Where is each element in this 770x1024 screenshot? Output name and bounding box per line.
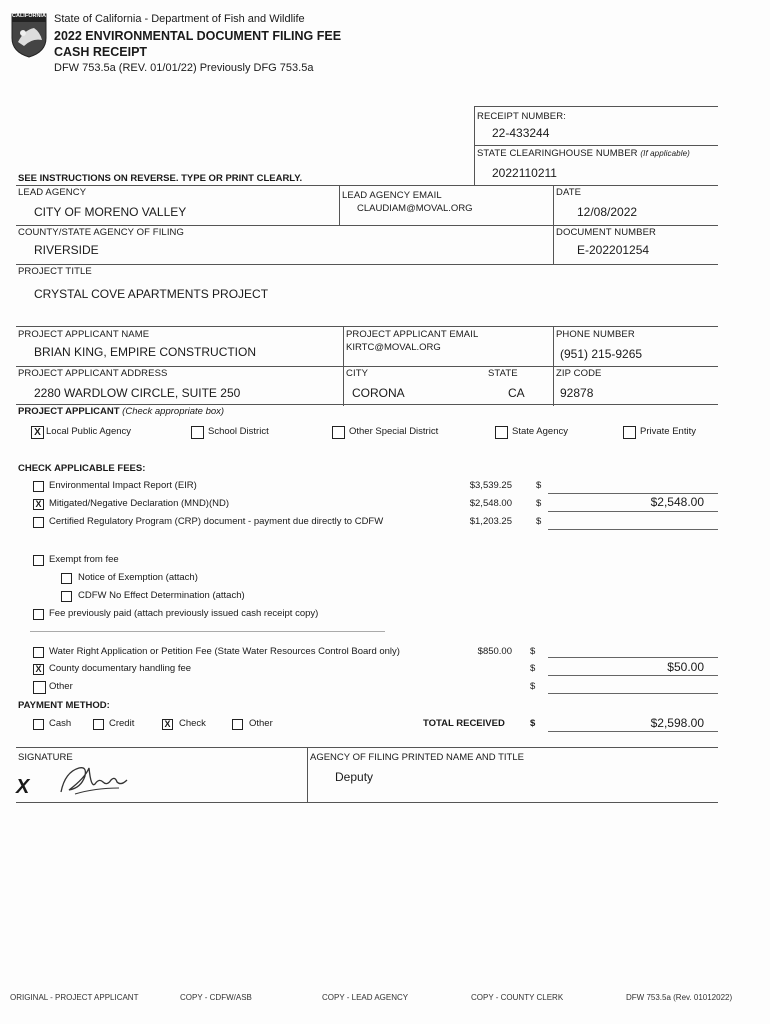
check-label: Check: [179, 718, 206, 729]
footer-original: ORIGINAL - PROJECT APPLICANT: [10, 993, 139, 1002]
county-value: RIVERSIDE: [34, 243, 99, 257]
water-right-label: Water Right Application or Petition Fee (State Water Resources Control Board only): [49, 646, 400, 657]
phone-value: (951) 215-9265: [560, 347, 643, 361]
other-fee-label: Other: [49, 681, 73, 692]
crp-dollar: $: [536, 516, 542, 527]
footer-copy-lead-agency: COPY - LEAD AGENCY: [322, 993, 409, 1002]
agency-line: State of California - Department of Fish and Wildlife: [54, 13, 305, 25]
lead-agency-email: CLAUDIAM@MOVAL.ORG: [357, 203, 473, 214]
state-agency-label: State Agency: [512, 426, 568, 437]
applicant-type-label: [18, 406, 224, 417]
clearinghouse-label-text: STATE CLEARINGHOUSE NUMBER: [477, 148, 638, 159]
checkbox-water-right[interactable]: [33, 647, 44, 658]
address-value: 2280 WARDLOW CIRCLE, SUITE 250: [34, 386, 241, 400]
payment-heading: PAYMENT METHOD:: [18, 700, 110, 711]
agency-printed-name-label: AGENCY OF FILING PRINTED NAME AND TITLE: [310, 752, 524, 763]
agency-printed-name: Deputy: [335, 770, 374, 784]
eir-dollar: $: [536, 480, 542, 491]
applicant-type-text: PROJECT APPLICANT: [18, 406, 120, 417]
fees-heading: CHECK APPLICABLE FEES:: [18, 463, 146, 474]
private-entity-label: Private Entity: [640, 426, 696, 437]
crp-amount: $1,203.25: [469, 516, 512, 527]
state-label: STATE: [488, 368, 518, 379]
mnd-dollar: $: [536, 498, 542, 509]
lead-agency-value: CITY OF MORENO VALLEY: [34, 205, 187, 219]
checkbox-crp[interactable]: [33, 517, 44, 528]
zip-value: 92878: [560, 386, 594, 400]
address-label: PROJECT APPLICANT ADDRESS: [18, 368, 168, 379]
applicant-name-label: PROJECT APPLICANT NAME: [18, 329, 150, 340]
checkbox-private-entity[interactable]: [623, 426, 636, 439]
phone-label: PHONE NUMBER: [556, 329, 635, 340]
seal-label: CALIFORNIA: [12, 13, 46, 19]
notice-exemption-label: Notice of Exemption (attach): [78, 572, 198, 583]
checkbox-mnd[interactable]: X: [33, 499, 44, 510]
instructions: SEE INSTRUCTIONS ON REVERSE. TYPE OR PRINT CLEARLY.: [18, 173, 303, 184]
date-label: DATE: [556, 187, 582, 198]
document-number-label: DOCUMENT NUMBER: [556, 227, 657, 238]
footer-copy-county-clerk: COPY - COUNTY CLERK: [471, 993, 564, 1002]
applicant-email: KIRTC@MOVAL.ORG: [346, 342, 441, 353]
total-dollar: $: [530, 718, 536, 729]
checkbox-previously-paid[interactable]: [33, 609, 44, 620]
checkbox-no-effect[interactable]: [61, 591, 72, 602]
footer-form-id: DFW 753.5a (Rev. 01012022): [626, 993, 733, 1002]
receipt-number-label: RECEIPT NUMBER:: [477, 111, 566, 122]
total-label: TOTAL RECEIVED: [423, 718, 505, 729]
document-number: E-202201254: [577, 243, 650, 257]
county-fee-label: County documentary handling fee: [49, 663, 192, 674]
mnd-value: $2,548.00: [650, 495, 704, 509]
form-title: 2022 ENVIRONMENTAL DOCUMENT FILING FEE: [54, 29, 342, 43]
crp-label: Certified Regulatory Program (CRP) document - payment due directly to CDFW: [49, 516, 384, 527]
eir-label: Environmental Impact Report (EIR): [49, 480, 197, 491]
checkbox-notice-of-exemption[interactable]: [61, 573, 72, 584]
lead-agency-email-label: LEAD AGENCY EMAIL: [342, 190, 442, 201]
credit-label: Credit: [109, 718, 135, 729]
form-subtitle: CASH RECEIPT: [54, 45, 148, 59]
date-value: 12/08/2022: [577, 205, 638, 219]
mnd-label: Mitigated/Negative Declaration (MND)(ND): [49, 498, 230, 509]
checkbox-cash[interactable]: [33, 719, 44, 730]
county-fee-value: $50.00: [667, 660, 704, 674]
applicant-type-note: (Check appropriate box): [122, 406, 225, 417]
form-id: DFW 753.5a (REV. 01/01/22) Previously DFG 753.5a: [54, 62, 314, 74]
local-public-agency-label: Local Public Agency: [46, 426, 132, 437]
city-value: CORONA: [352, 386, 405, 400]
checkbox-check[interactable]: X: [162, 719, 173, 730]
checkbox-eir[interactable]: [33, 481, 44, 492]
other-payment-label: Other: [249, 718, 273, 729]
checkbox-other-fee[interactable]: [33, 681, 46, 694]
zip-label: ZIP CODE: [556, 368, 602, 379]
project-title-label: PROJECT TITLE: [18, 266, 92, 277]
other-fee-dollar: $: [530, 681, 536, 692]
no-effect-label: CDFW No Effect Determination (attach): [78, 590, 245, 601]
signature-label: SIGNATURE: [18, 752, 73, 763]
checkbox-exempt[interactable]: [33, 555, 44, 566]
previously-paid-label: Fee previously paid (attach previously issued cash receipt copy): [49, 608, 319, 619]
lead-agency-label: LEAD AGENCY: [18, 187, 87, 198]
total-value: $2,598.00: [650, 716, 704, 730]
checkbox-state-agency[interactable]: [495, 426, 508, 439]
project-title: CRYSTAL COVE APARTMENTS PROJECT: [34, 287, 269, 301]
water-right-amount: $850.00: [477, 646, 512, 657]
clearinghouse-note: (If applicable): [640, 149, 690, 158]
mnd-amount: $2,548.00: [469, 498, 512, 509]
footer-copy-cdfw: COPY - CDFW/ASB: [180, 993, 252, 1002]
state-value: CA: [508, 386, 525, 400]
checkbox-county-fee[interactable]: X: [33, 664, 44, 675]
receipt-number: 22-433244: [492, 126, 550, 140]
water-right-dollar: $: [530, 646, 536, 657]
applicant-name: BRIAN KING, EMPIRE CONSTRUCTION: [34, 345, 257, 359]
county-fee-dollar: $: [530, 663, 536, 674]
eir-amount: $3,539.25: [469, 480, 512, 491]
city-label: CITY: [346, 368, 369, 379]
checkbox-other-special-district[interactable]: [332, 426, 345, 439]
clearinghouse-number: 2022110211: [492, 166, 557, 180]
checkbox-school-district[interactable]: [191, 426, 204, 439]
signature-image: [55, 758, 135, 800]
county-label: COUNTY/STATE AGENCY OF FILING: [18, 227, 185, 238]
checkbox-local-public-agency[interactable]: X: [31, 426, 44, 439]
applicant-email-label: PROJECT APPLICANT EMAIL: [346, 329, 479, 340]
signature-x: X: [16, 776, 30, 798]
school-district-label: School District: [208, 426, 269, 437]
other-special-district-label: Other Special District: [349, 426, 439, 437]
state-seal-icon: [10, 12, 48, 58]
clearinghouse-label: [477, 148, 690, 159]
exempt-label: Exempt from fee: [49, 554, 119, 565]
cash-label: Cash: [49, 718, 72, 729]
checkbox-credit[interactable]: [93, 719, 104, 730]
checkbox-other-payment[interactable]: [232, 719, 243, 730]
